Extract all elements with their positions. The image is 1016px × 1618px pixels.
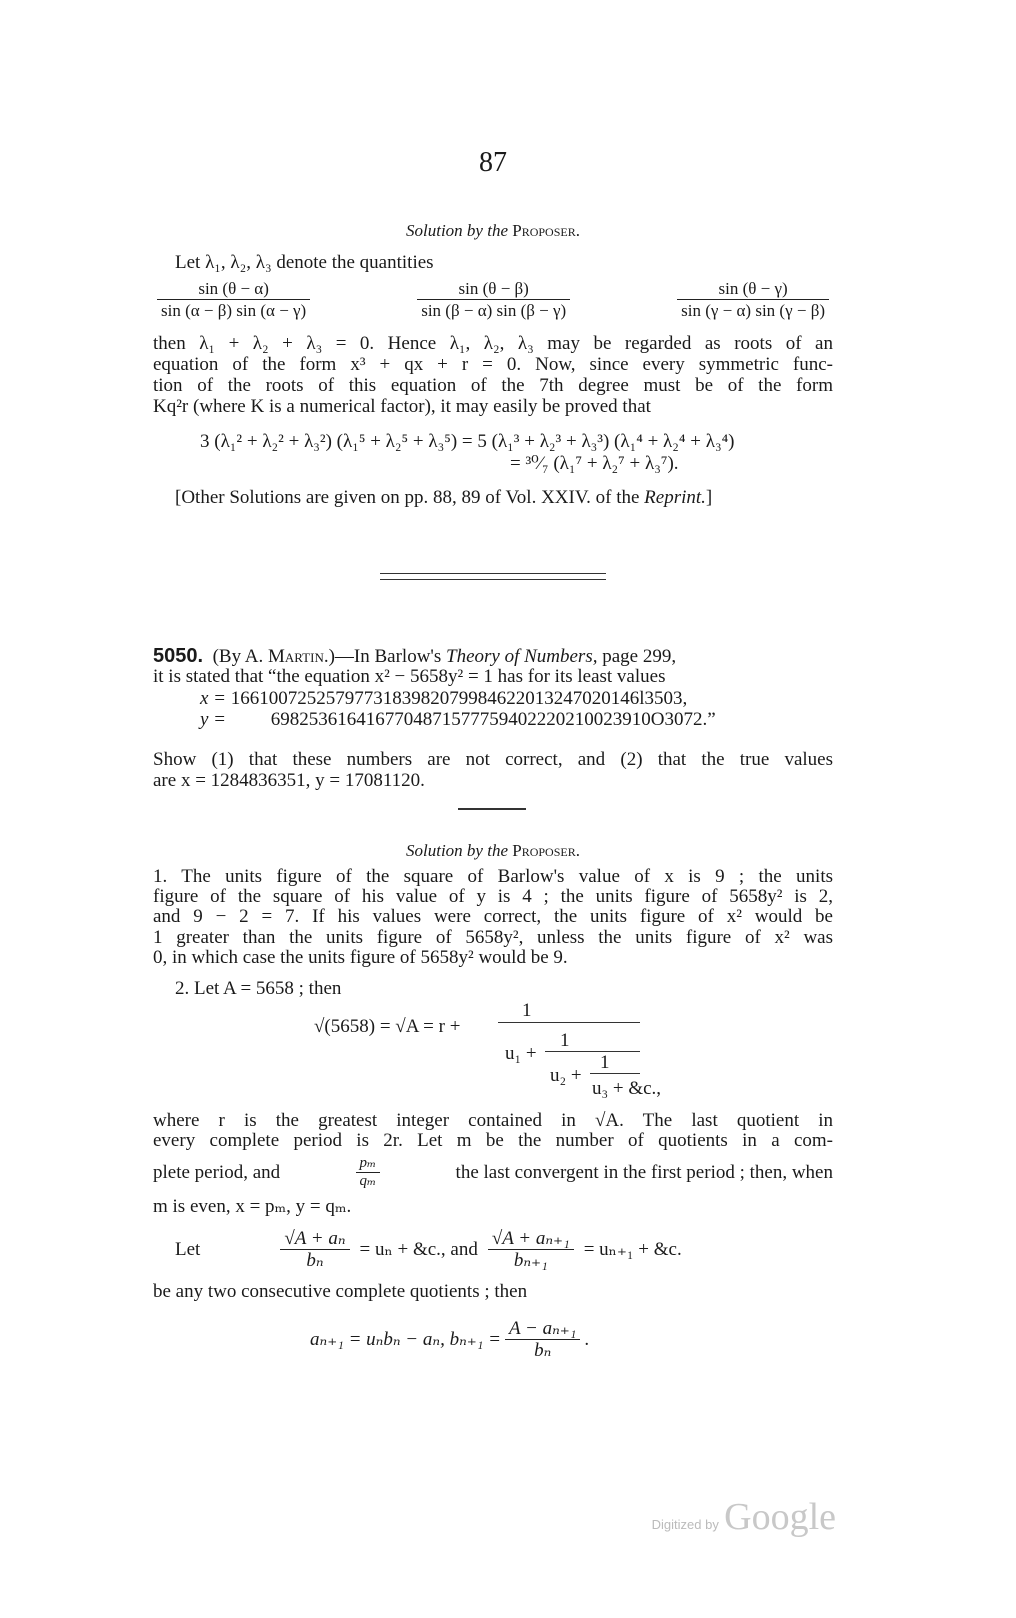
fraction-denominator: sin (γ − α) sin (γ − β): [681, 301, 825, 320]
fraction-numerator: A − aₙ₊₁: [505, 1318, 580, 1340]
fraction-bar: [590, 1073, 640, 1074]
text: plete period, and: [153, 1162, 281, 1183]
fraction: [505, 1318, 580, 1361]
cf-lhs: √(5658) = √A = r +: [314, 1016, 461, 1037]
consecutive-line: be any two consecutive complete quotients ; then: [153, 1281, 528, 1302]
y-label: y =: [200, 709, 227, 730]
problem-line-6: are x = 1284836351, y = 17081120.: [153, 770, 425, 791]
fraction-3: [677, 278, 829, 321]
cf-one: 1: [522, 1000, 532, 1021]
fraction-denominator: bₙ: [306, 1250, 324, 1271]
text: = uₙ₊₁ + &c.: [583, 1239, 682, 1260]
heading-caps: Proposer.: [512, 841, 580, 860]
book-title: Theory of Numbers,: [446, 646, 598, 667]
y-value-line: [200, 709, 880, 730]
fraction-numerator: √A + aₙ: [280, 1228, 349, 1250]
x-label: x =: [200, 688, 227, 709]
fraction-numerator: sin (θ − γ): [677, 278, 829, 300]
fraction: [488, 1228, 574, 1271]
page-number: 87: [479, 147, 507, 178]
heading-italic: Solution by the: [406, 841, 508, 860]
fraction: [280, 1228, 349, 1271]
para-line: where r is the greatest integer contained in √A. The last quotient in: [153, 1110, 833, 1131]
heading-italic: Solution by the: [406, 221, 508, 240]
para-line: and 9 − 2 = 7. If his values were correct, the units figure of x² would be: [153, 906, 833, 927]
problem-number: 5050.: [153, 645, 204, 667]
para-line: 1 greater than the units figure of 5658y², unless the units figure of x² was: [153, 927, 833, 948]
final-equation: [310, 1318, 990, 1361]
fraction-1: [157, 278, 310, 321]
para-line: figure of the square of his value of y is 4 ; the units figure of 5658y² is 2,: [153, 886, 833, 907]
solution-heading-1: [153, 220, 833, 241]
solution-heading-2: [153, 840, 833, 861]
cf-u2: u₂ +: [550, 1065, 582, 1086]
para2-intro: 2. Let A = 5658 ; then: [175, 978, 342, 999]
text: .: [584, 1329, 590, 1350]
para-line: [153, 1155, 833, 1190]
other-solutions-note: [175, 487, 855, 508]
problem-line-2: it is stated that “the equation x² − 5658y² = 1 has for its least values: [153, 666, 666, 687]
para-line: equation of the form x³ + qx + r = 0. Now, since every symmetric func-: [153, 354, 833, 375]
digitized-by-google-watermark: [652, 1495, 836, 1539]
text: = uₙ + &c., and: [359, 1239, 478, 1260]
fraction-denominator: qₘ: [359, 1173, 377, 1189]
fraction-numerator: sin (θ − β): [417, 278, 570, 300]
text: page 299,: [602, 646, 677, 667]
problem-line-5: Show (1) that these numbers are not correct, and (2) that the true values: [153, 749, 833, 770]
para-line: then λ₁ + λ₂ + λ₃ = 0. Hence λ₁, λ₂, λ₃ may be regarded as roots of an: [153, 333, 833, 354]
note-italic: Reprint.: [644, 487, 706, 508]
fraction-numerator: pₘ: [356, 1155, 381, 1173]
author: Martin.: [268, 646, 329, 667]
problem-line-1: [153, 646, 833, 667]
fraction-numerator: sin (θ − α): [157, 278, 310, 300]
text: the last convergent in the first period ; then, when: [455, 1162, 833, 1183]
para-line: tion of the roots of this equation of the 7th degree must be of the form: [153, 375, 833, 396]
fraction-2: [417, 278, 570, 321]
complete-quotients-line: [175, 1228, 855, 1271]
let-label: Let: [175, 1239, 201, 1260]
fraction-bar: [498, 1022, 640, 1023]
para-line: Kq²r (where K is a numerical factor), it may easily be proved that: [153, 396, 651, 417]
x-value: 1661007252579773183982079984622013247020146l3503,: [230, 688, 688, 709]
watermark-small: Digitized by: [651, 1517, 719, 1532]
para-line: 1. The units figure of the square of Barlow's value of x is 9 ; the units: [153, 866, 833, 887]
fraction-denominator: bₙ: [534, 1340, 552, 1361]
cf-one: 1: [600, 1052, 610, 1073]
note-text: [Other Solutions are given on pp. 88, 89 of Vol. XXIV. of the: [175, 487, 640, 508]
section-divider: [380, 573, 606, 574]
text: )—In Barlow's: [328, 646, 442, 667]
heading-caps: Proposer.: [512, 221, 580, 240]
cf-one: 1: [560, 1030, 570, 1051]
text: aₙ₊₁ = uₙbₙ − aₙ, bₙ₊₁ =: [310, 1329, 501, 1350]
convergent-fraction: [356, 1155, 381, 1190]
equation-line-1: 3 (λ₁² + λ₂² + λ₃²) (λ₁⁵ + λ₂⁵ + λ₃⁵) = 5 (λ₁³ + λ₂³ + λ₃³) (λ₁⁴ + λ₂⁴ + λ₃⁴): [200, 431, 735, 452]
fraction-denominator: sin (α − β) sin (α − γ): [161, 301, 307, 320]
fraction-denominator: sin (β − α) sin (β − γ): [421, 301, 567, 320]
fractions-row: [153, 278, 833, 321]
para-line: every complete period is 2r. Let m be the number of quotients in a com-: [153, 1130, 833, 1151]
cf-u1: u₁ +: [505, 1043, 537, 1064]
intro-line: Let λ₁, λ₂, λ₃ denote the quantities: [175, 252, 434, 273]
equation-line-2: = ³⁰⁄₇ (λ₁⁷ + λ₂⁷ + λ₃⁷).: [510, 453, 679, 474]
fraction-numerator: √A + aₙ₊₁: [488, 1228, 574, 1250]
fraction-denominator: bₙ₊₁: [513, 1250, 548, 1271]
section-divider: [380, 579, 606, 580]
para-line: m is even, x = pₘ, y = qₘ.: [153, 1196, 352, 1217]
x-value-line: [200, 688, 880, 709]
cf-u3: u₃ + &c.,: [592, 1078, 662, 1099]
y-value: 6982536164167704871577759402220210023910O3072.”: [270, 709, 716, 730]
note-bracket: ]: [705, 487, 713, 508]
para-line: 0, in which case the units figure of 5658y² would be 9.: [153, 947, 568, 968]
google-logo: Google: [724, 1496, 836, 1538]
text: (By A.: [212, 646, 264, 667]
short-divider: [458, 808, 526, 810]
fraction-bar: [545, 1051, 640, 1052]
